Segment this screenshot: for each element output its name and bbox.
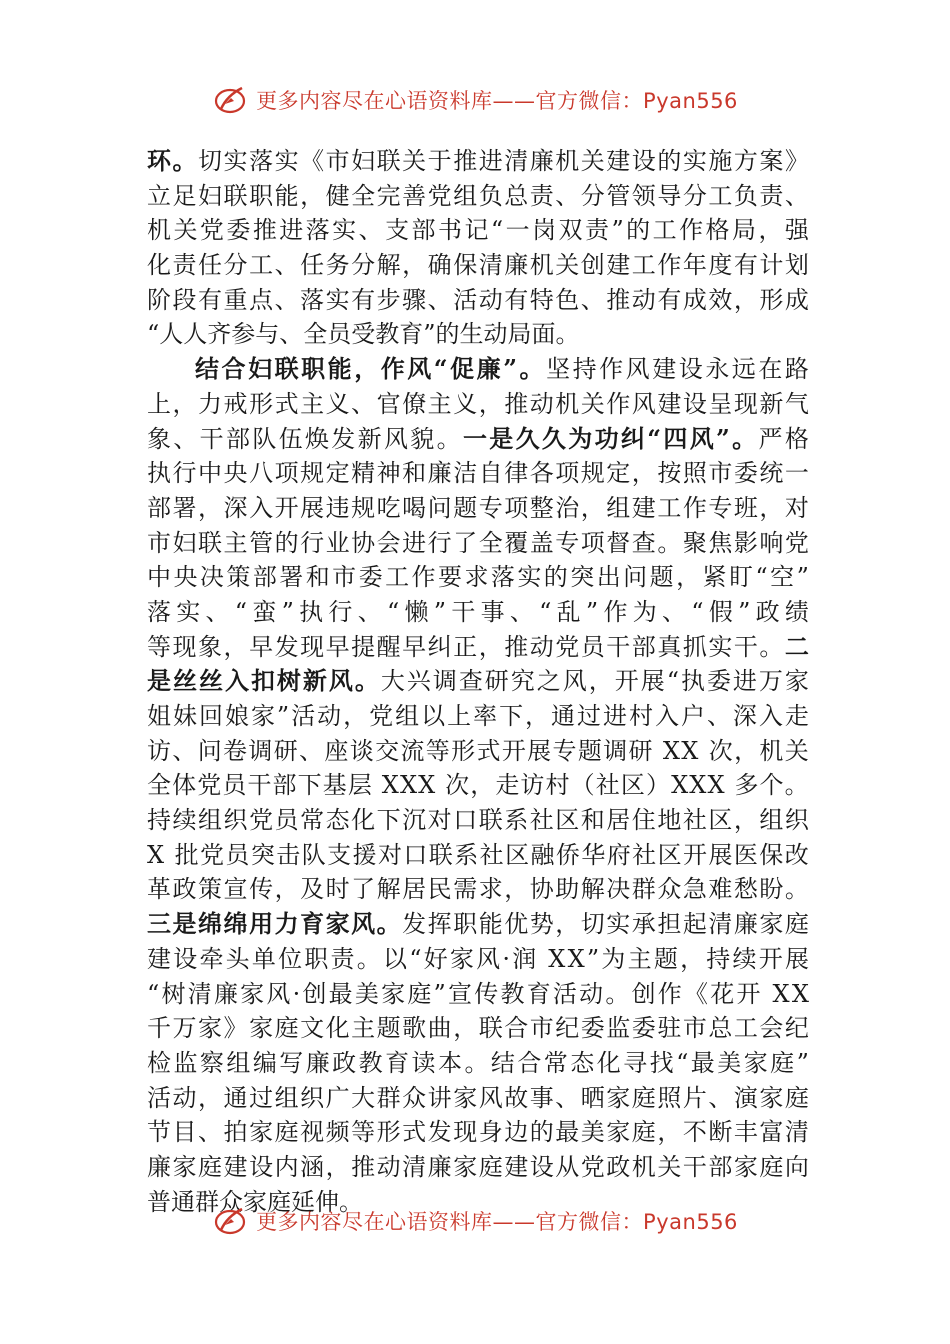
text-line: 环 。 切 实 落 实 《 市 妇 联 关 于 推 进 清 廉 机 关 建 设 的 实 施 方 案 》 [147,146,809,175]
text-line: 象 、 干 部 队 伍 焕 发 新 风 貌 。 一 是 久 久 为 功 纠 “ 四 风 ” 。 严 格 [147,423,809,453]
text-line: 三 是 绵 绵 用 力 育 家 风 。 发 挥 职 能 优 势 ， 切 实 承 担 起 清 廉 家 庭 [147,909,809,939]
pen-swirl-logo-icon [212,1206,248,1236]
text-line: 检 监 察 组 编 写 廉 政 教 育 读 本 。 结 合 常 态 化 寻 找 “ 最 美 家 庭 ” [147,1048,809,1077]
text-line [147,317,809,352]
text-segment: 普通群众家庭延伸。 [147,1187,363,1216]
text-line: 革 政 策 宣 传 ， 及 时 了 解 居 民 需 求 ， 协 助 解 决 群 众 急 难 愁 盼 。 [147,875,809,904]
header-watermark [0,82,950,118]
text-line: 中 央 决 策 部 署 和 市 委 工 作 要 求 落 实 的 突 出 问 题 ， 紧 盯 “ 空 ” [147,563,809,592]
watermark-text: 更多内容尽在心语资料库——官方微信：Pyan556 [256,89,738,113]
text-line: 活 动 ， 通 过 组 织 广 大 群 众 讲 家 风 故 事 、 晒 家 庭 照 片 、 演 家 庭 [147,1083,809,1112]
text-line: 持 续 组 织 党 员 常 态 化 下 沉 对 口 联 系 社 区 和 居 住 地 社 区 ， 组 织 [147,806,809,835]
text-line: 部 署 ， 深 入 开 展 违 规 吃 喝 问 题 专 项 整 治 ， 组 建 工 作 专 班 ， 对 [147,493,809,522]
text-line: 机 关 党 委 推 进 落 实 、 支 部 书 记 “ 一 岗 双 责 ” 的 工 作 格 局 ， 强 [147,216,809,245]
text-line: 市 妇 联 主 管 的 行 业 协 会 进 行 了 全 覆 盖 专 项 督 查 。 聚 焦 影 响 党 [147,528,809,557]
text-line: “ 树 清 廉 家 风 · 创 最 美 家 庭 ” 宣 传 教 育 活 动 。 创 作 《 花 开 X X [147,979,809,1008]
text-line: X 批 党 员 突 击 队 支 援 对 口 联 系 社 区 融 侨 华 府 社 区 开 展 医 保 改 [147,840,809,869]
footer-watermark [0,1206,950,1236]
text-line: 落 实 、 “ 蛮 ” 执 行 、 “ 懒 ” 干 事 、 “ 乱 ” 作 为 、 “ 假 ” 政 绩 [147,597,809,626]
text-line: 姐 妹 回 娘 家 ” 活 动 ， 党 组 以 上 率 下 ， 通 过 进 村 入 户 、 深 入 走 [147,702,809,730]
document-body [147,144,809,1219]
text-line: 节 目 、 拍 家 庭 视 频 等 形 式 发 现 身 边 的 最 美 家 庭 ， 不 断 丰 富 清 [147,1118,809,1147]
text-line: 执 行 中 央 八 项 规 定 精 神 和 廉 洁 自 律 各 项 规 定 ， 按 照 市 委 统 一 [147,459,809,488]
text-segment: “人人齐参与、全员受教育”的生动局面。 [147,320,580,349]
text-line: 建 设 牵 头 单 位 职 责 。 以 “ 好 家 风 · 润 X X ” 为 主 题 ， 持 续 开 展 [147,944,809,973]
text-line: 化 责 任 分 工 、 任 务 分 解 ， 确 保 清 廉 机 关 创 建 工 作 年 度 有 计 划 [147,251,809,280]
text-line: 廉 家 庭 建 设 内 涵 ， 推 动 清 廉 家 庭 建 设 从 党 政 机 关 干 部 家 庭 向 [147,1152,809,1181]
pen-swirl-logo-icon [212,82,248,118]
text-line: 上 ， 力 戒 形 式 主 义 、 官 僚 主 义 ， 推 动 机 关 作 风 建 设 呈 现 新 气 [147,389,809,418]
text-line: 结 合 妇 联 职 能 ， 作 风 “ 促 廉 ” 。 坚 持 作 风 建 设 永 远 在 路 [195,354,809,384]
text-line: 阶 段 有 重 点 、 落 实 有 步 骤 、 活 动 有 特 色 、 推 动 有 成 效 ， 形 成 [147,285,809,314]
text-line: 千 万 家 》 家 庭 文 化 主 题 歌 曲 ， 联 合 市 纪 委 监 委 驻 市 总 工 会 纪 [147,1014,809,1043]
watermark-text: 更多内容尽在心语资料库——官方微信：Pyan556 [256,1210,738,1234]
text-line: 全 体 党 员 干 部 下 基 层 X X X 次 ， 走 访 村 （ 社 区 ） X X X 多 个 。 [147,771,809,800]
text-line: 访 、 问 卷 调 研 、 座 谈 交 流 等 形 式 开 展 专 题 调 研 X X 次 ， 机 关 [147,736,809,765]
text-line: 是 丝 丝 入 扣 树 新 风 。 大 兴 调 查 研 究 之 风 ， 开 展 “ 执 委 进 万 家 [147,666,809,696]
text-line: 立 足 妇 联 职 能 ， 健 全 完 善 党 组 负 总 责 、 分 管 领 导 分 工 负 责 、 [147,181,809,210]
text-line: 等 现 象 ， 早 发 现 早 提 醒 早 纠 正 ， 推 动 党 员 干 部 真 抓 实 干 。 二 [147,631,809,661]
